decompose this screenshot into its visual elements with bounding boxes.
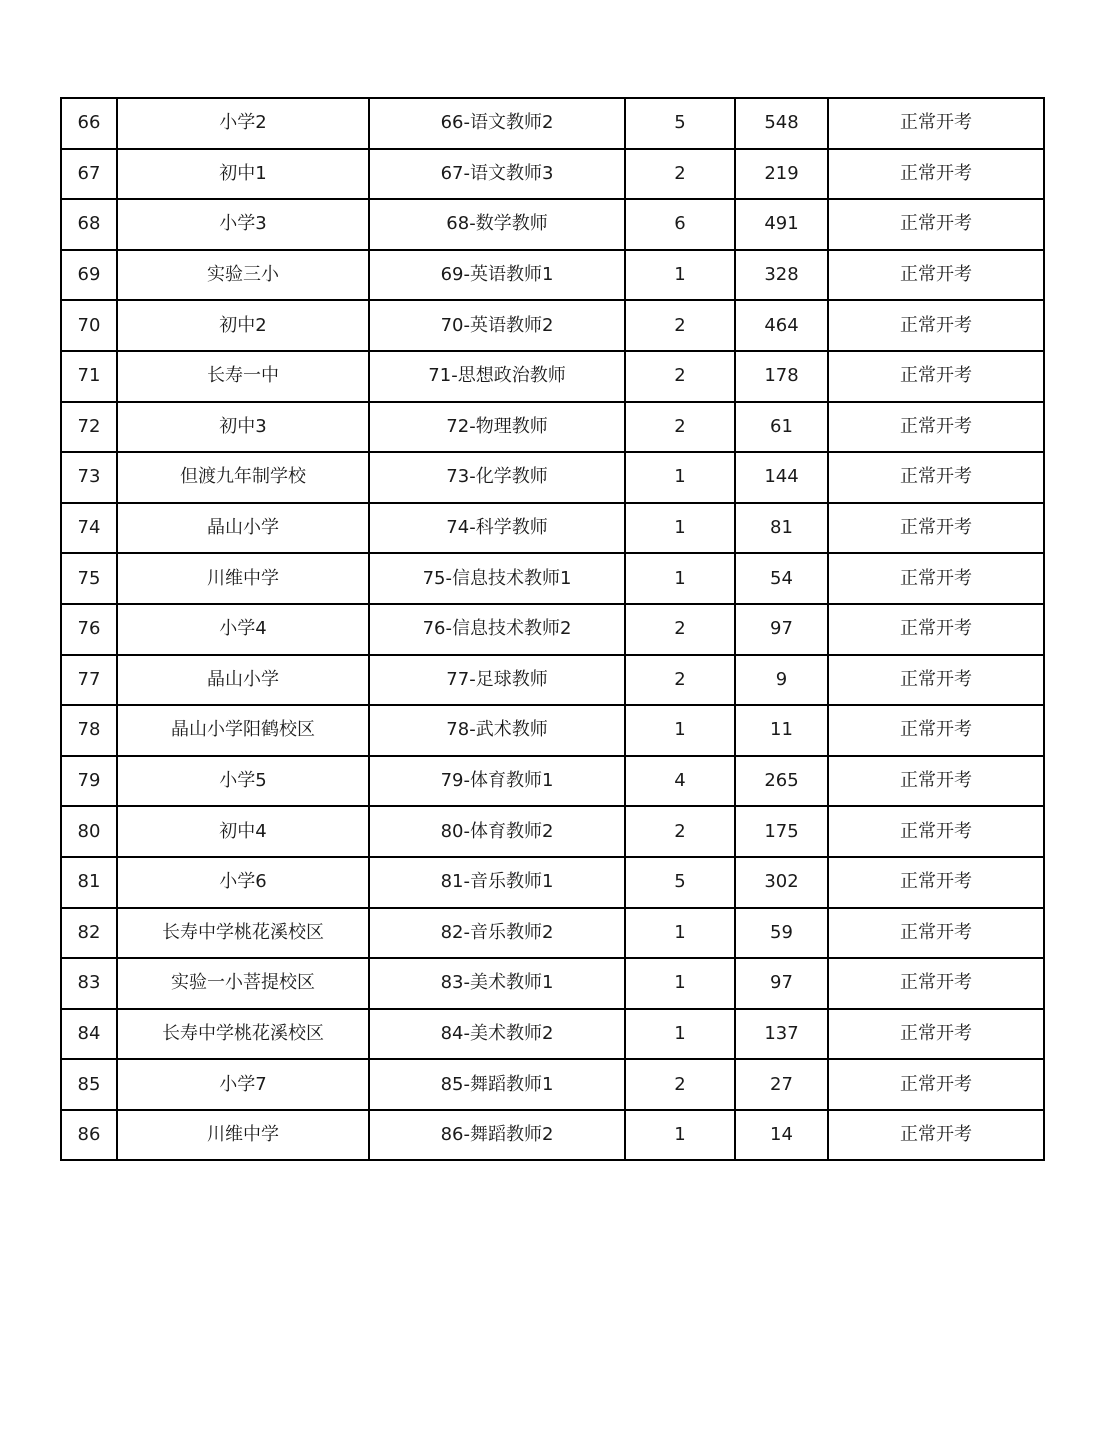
table-row: [61, 604, 1044, 655]
row-number-cell: 66: [61, 98, 117, 149]
exam-status-cell: 正常开考: [828, 655, 1044, 706]
quota-cell: 2: [625, 604, 735, 655]
position-cell: 67-语文教师3: [369, 149, 625, 200]
applicants-cell: 97: [735, 604, 828, 655]
applicants-cell: 54: [735, 553, 828, 604]
row-number-cell: 75: [61, 553, 117, 604]
quota-cell: 1: [625, 1009, 735, 1060]
school-cell: 实验三小: [117, 250, 369, 301]
position-cell: 76-信息技术教师2: [369, 604, 625, 655]
exam-status-cell: 正常开考: [828, 250, 1044, 301]
school-cell: 初中2: [117, 300, 369, 351]
quota-cell: 1: [625, 705, 735, 756]
exam-status-cell: 正常开考: [828, 199, 1044, 250]
table-row: [61, 250, 1044, 301]
applicants-cell: 175: [735, 806, 828, 857]
school-cell: 晶山小学: [117, 503, 369, 554]
row-number-cell: 83: [61, 958, 117, 1009]
row-number-cell: 77: [61, 655, 117, 706]
school-cell: 小学5: [117, 756, 369, 807]
exam-status-cell: 正常开考: [828, 705, 1044, 756]
position-cell: 74-科学教师: [369, 503, 625, 554]
school-cell: 小学4: [117, 604, 369, 655]
table-row: [61, 655, 1044, 706]
school-cell: 初中3: [117, 402, 369, 453]
applicants-cell: 137: [735, 1009, 828, 1060]
school-cell: 晶山小学阳鹤校区: [117, 705, 369, 756]
row-number-cell: 69: [61, 250, 117, 301]
row-number-cell: 73: [61, 452, 117, 503]
table-row: [61, 503, 1044, 554]
quota-cell: 1: [625, 1110, 735, 1161]
quota-cell: 2: [625, 300, 735, 351]
school-cell: 初中4: [117, 806, 369, 857]
position-cell: 78-武术教师: [369, 705, 625, 756]
table-row: [61, 553, 1044, 604]
school-cell: 长寿中学桃花溪校区: [117, 908, 369, 959]
position-cell: 75-信息技术教师1: [369, 553, 625, 604]
quota-cell: 5: [625, 857, 735, 908]
row-number-cell: 81: [61, 857, 117, 908]
applicants-cell: 27: [735, 1059, 828, 1110]
school-cell: 长寿一中: [117, 351, 369, 402]
applicants-cell: 144: [735, 452, 828, 503]
exam-status-cell: 正常开考: [828, 958, 1044, 1009]
position-cell: 80-体育教师2: [369, 806, 625, 857]
table-row: [61, 98, 1044, 149]
quota-cell: 6: [625, 199, 735, 250]
school-cell: 实验一小菩提校区: [117, 958, 369, 1009]
row-number-cell: 79: [61, 756, 117, 807]
position-cell: 81-音乐教师1: [369, 857, 625, 908]
table-row: [61, 756, 1044, 807]
row-number-cell: 71: [61, 351, 117, 402]
applicants-cell: 59: [735, 908, 828, 959]
row-number-cell: 78: [61, 705, 117, 756]
exam-status-cell: 正常开考: [828, 604, 1044, 655]
quota-cell: 1: [625, 553, 735, 604]
school-cell: 小学3: [117, 199, 369, 250]
exam-status-cell: 正常开考: [828, 402, 1044, 453]
table-row: [61, 1110, 1044, 1161]
quota-cell: 4: [625, 756, 735, 807]
row-number-cell: 74: [61, 503, 117, 554]
recruitment-table: [60, 97, 1045, 1161]
applicants-cell: 328: [735, 250, 828, 301]
quota-cell: 2: [625, 655, 735, 706]
table-row: [61, 300, 1044, 351]
school-cell: 小学6: [117, 857, 369, 908]
position-cell: 82-音乐教师2: [369, 908, 625, 959]
table-row: [61, 857, 1044, 908]
exam-status-cell: 正常开考: [828, 553, 1044, 604]
quota-cell: 1: [625, 908, 735, 959]
table-row: [61, 806, 1044, 857]
table-row: [61, 351, 1044, 402]
position-cell: 77-足球教师: [369, 655, 625, 706]
table-row: [61, 402, 1044, 453]
school-cell: 川维中学: [117, 553, 369, 604]
applicants-cell: 491: [735, 199, 828, 250]
applicants-cell: 265: [735, 756, 828, 807]
position-cell: 85-舞蹈教师1: [369, 1059, 625, 1110]
exam-status-cell: 正常开考: [828, 1009, 1044, 1060]
school-cell: 长寿中学桃花溪校区: [117, 1009, 369, 1060]
row-number-cell: 68: [61, 199, 117, 250]
applicants-cell: 548: [735, 98, 828, 149]
exam-status-cell: 正常开考: [828, 98, 1044, 149]
position-cell: 71-思想政治教师: [369, 351, 625, 402]
school-cell: 小学2: [117, 98, 369, 149]
position-cell: 70-英语教师2: [369, 300, 625, 351]
applicants-cell: 97: [735, 958, 828, 1009]
quota-cell: 1: [625, 452, 735, 503]
row-number-cell: 86: [61, 1110, 117, 1161]
applicants-cell: 464: [735, 300, 828, 351]
applicants-cell: 302: [735, 857, 828, 908]
applicants-cell: 178: [735, 351, 828, 402]
quota-cell: 5: [625, 98, 735, 149]
school-cell: 但渡九年制学校: [117, 452, 369, 503]
table-row: [61, 1009, 1044, 1060]
exam-status-cell: 正常开考: [828, 149, 1044, 200]
table-row: [61, 908, 1044, 959]
row-number-cell: 80: [61, 806, 117, 857]
quota-cell: 1: [625, 250, 735, 301]
school-cell: 川维中学: [117, 1110, 369, 1161]
position-cell: 84-美术教师2: [369, 1009, 625, 1060]
exam-status-cell: 正常开考: [828, 351, 1044, 402]
quota-cell: 2: [625, 806, 735, 857]
exam-status-cell: 正常开考: [828, 1110, 1044, 1161]
row-number-cell: 70: [61, 300, 117, 351]
applicants-cell: 61: [735, 402, 828, 453]
row-number-cell: 82: [61, 908, 117, 959]
row-number-cell: 84: [61, 1009, 117, 1060]
exam-status-cell: 正常开考: [828, 452, 1044, 503]
quota-cell: 2: [625, 351, 735, 402]
exam-status-cell: 正常开考: [828, 756, 1044, 807]
table-body: [61, 98, 1044, 1160]
applicants-cell: 219: [735, 149, 828, 200]
position-cell: 66-语文教师2: [369, 98, 625, 149]
position-cell: 73-化学教师: [369, 452, 625, 503]
exam-status-cell: 正常开考: [828, 503, 1044, 554]
exam-status-cell: 正常开考: [828, 857, 1044, 908]
quota-cell: 2: [625, 1059, 735, 1110]
table-row: [61, 452, 1044, 503]
position-cell: 79-体育教师1: [369, 756, 625, 807]
row-number-cell: 72: [61, 402, 117, 453]
exam-status-cell: 正常开考: [828, 1059, 1044, 1110]
quota-cell: 2: [625, 149, 735, 200]
school-cell: 晶山小学: [117, 655, 369, 706]
quota-cell: 2: [625, 402, 735, 453]
applicants-cell: 11: [735, 705, 828, 756]
exam-status-cell: 正常开考: [828, 908, 1044, 959]
school-cell: 初中1: [117, 149, 369, 200]
table-row: [61, 958, 1044, 1009]
position-cell: 86-舞蹈教师2: [369, 1110, 625, 1161]
position-cell: 72-物理教师: [369, 402, 625, 453]
quota-cell: 1: [625, 958, 735, 1009]
table-row: [61, 149, 1044, 200]
quota-cell: 1: [625, 503, 735, 554]
position-cell: 83-美术教师1: [369, 958, 625, 1009]
position-cell: 68-数学教师: [369, 199, 625, 250]
exam-status-cell: 正常开考: [828, 300, 1044, 351]
row-number-cell: 67: [61, 149, 117, 200]
table-row: [61, 1059, 1044, 1110]
row-number-cell: 76: [61, 604, 117, 655]
position-cell: 69-英语教师1: [369, 250, 625, 301]
row-number-cell: 85: [61, 1059, 117, 1110]
applicants-cell: 81: [735, 503, 828, 554]
applicants-cell: 9: [735, 655, 828, 706]
table-row: [61, 199, 1044, 250]
school-cell: 小学7: [117, 1059, 369, 1110]
table-row: [61, 705, 1044, 756]
exam-status-cell: 正常开考: [828, 806, 1044, 857]
applicants-cell: 14: [735, 1110, 828, 1161]
